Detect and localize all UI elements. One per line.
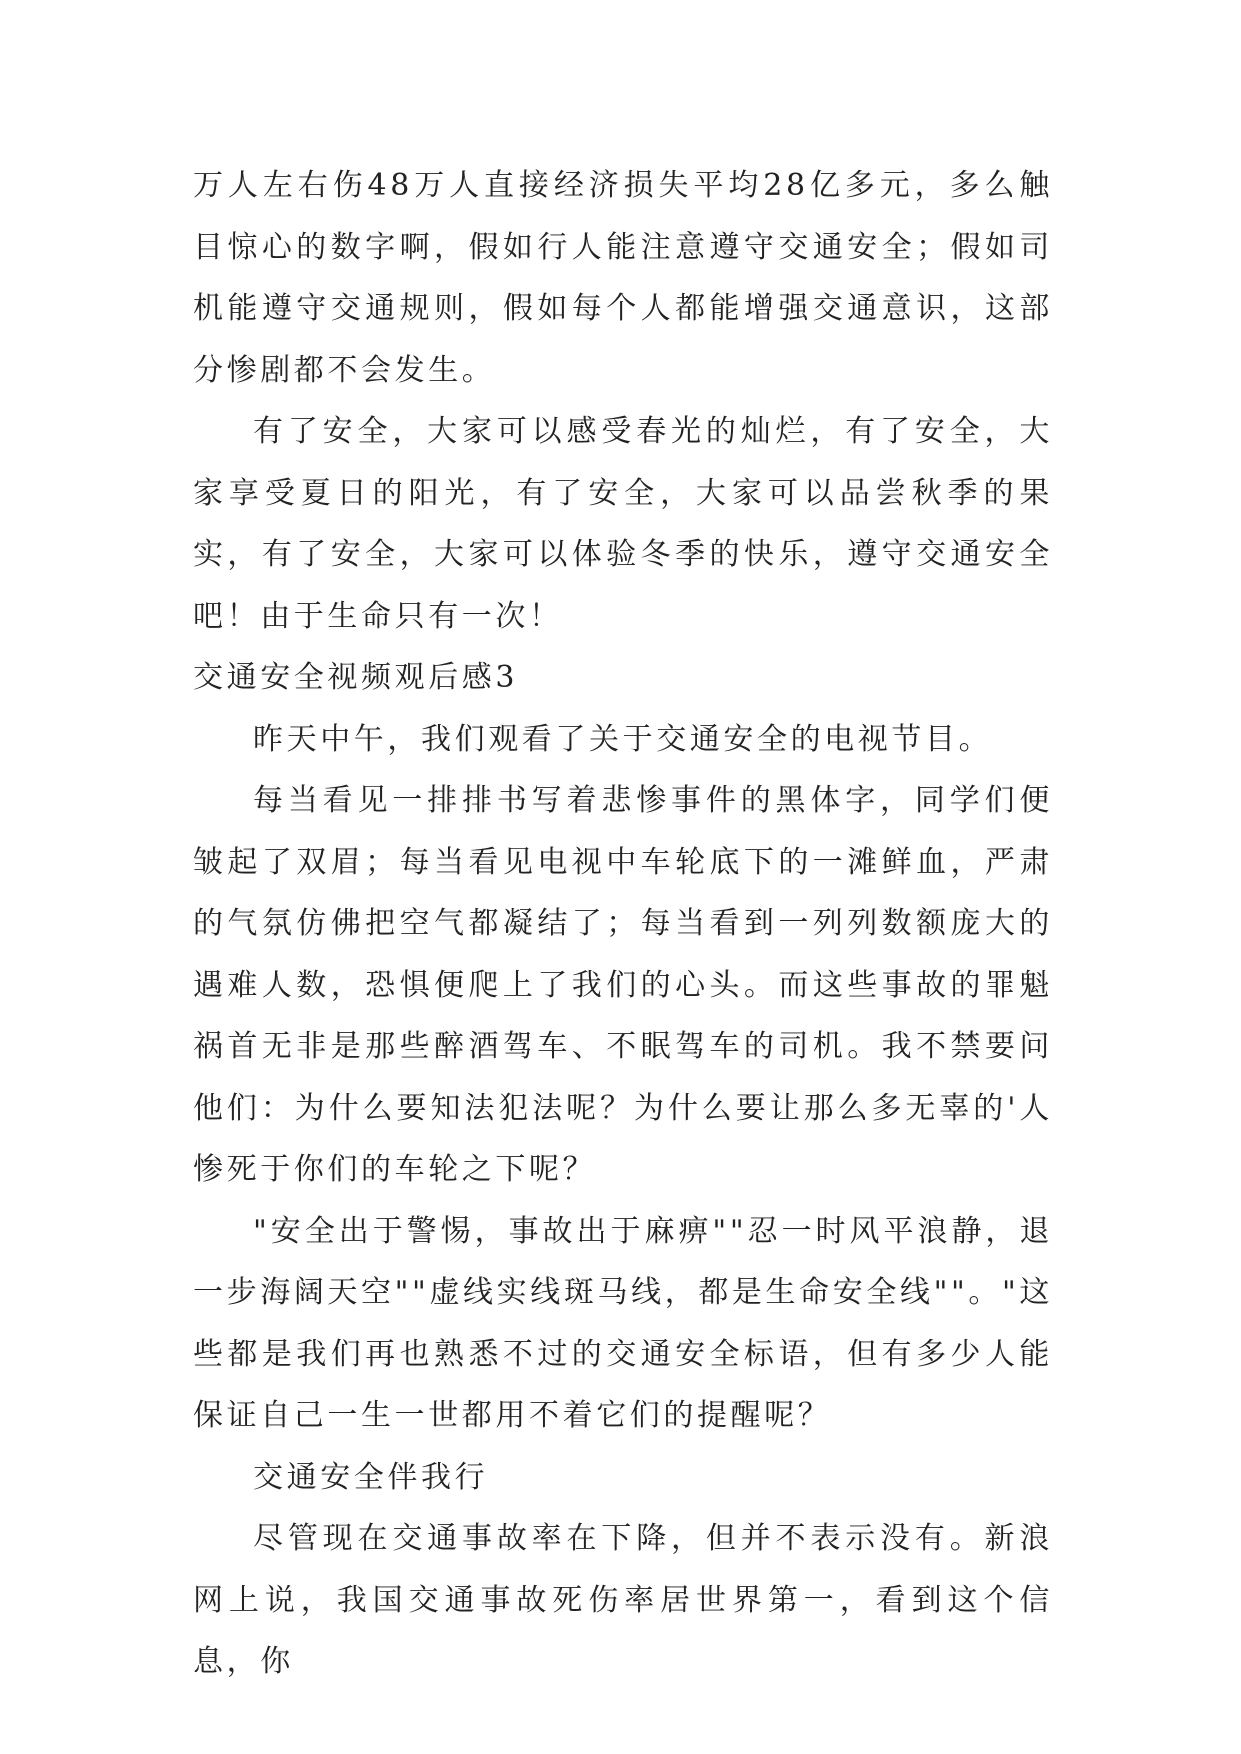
paragraph-tragic-events: 每当看见一排排书写着悲惨事件的黑体字，同学们便皱起了双眉；每当看见电视中车轮底下的一滩鲜血，严肃的气氛仿佛把空气都凝结了；每当看到一列列数额庞大的遇难人数，恐惧便爬上了我们的心头。而这些事故的罪魁祸首无非是那些醉酒驾车、不眠驾车的司机。我不禁要问他们：为什么要知法犯法呢？为什么要让那么多无辜的'人惨死于你们的车轮之下呢？ bbox=[193, 783, 1053, 1187]
paragraph-safety-slogans: "安全出于警惕，事故出于麻痹""忍一时风平浪静，退一步海阔天空""虚线实线斑马线，都是生命安全线""。"这些都是我们再也熟悉不过的交通安全标语，但有多少人能保证自己一生一世都用不着它们的提醒呢？ bbox=[193, 1213, 1053, 1433]
document-body bbox=[193, 155, 1053, 1693]
paragraph-yesterday-noon: 昨天中午，我们观看了关于交通安全的电视节目。 bbox=[253, 721, 993, 757]
paragraph-continuation: 万人左右伤48万人直接经济损失平均28亿多元，多么触目惊心的数字啊，假如行人能注意遵守交通安全；假如司机能遵守交通规则，假如每个人都能增强交通意识，这部分惨剧都不会发生。 bbox=[193, 168, 1053, 388]
paragraph-safety-seasons: 有了安全，大家可以感受春光的灿烂，有了安全，大家享受夏日的阳光，有了安全，大家可以品尝秋季的果实，有了安全，大家可以体验冬季的快乐，遵守交通安全吧！由于生命只有一次！ bbox=[193, 414, 1053, 634]
section-heading: 交通安全视频观后感3 bbox=[193, 660, 519, 695]
paragraph-subtitle: 交通安全伴我行 bbox=[253, 1459, 489, 1495]
paragraph-accident-rate: 尽管现在交通事故率在下降，但并不表示没有。新浪网上说，我国交通事故死伤率居世界第一，看到这个信息，你 bbox=[193, 1521, 1053, 1679]
